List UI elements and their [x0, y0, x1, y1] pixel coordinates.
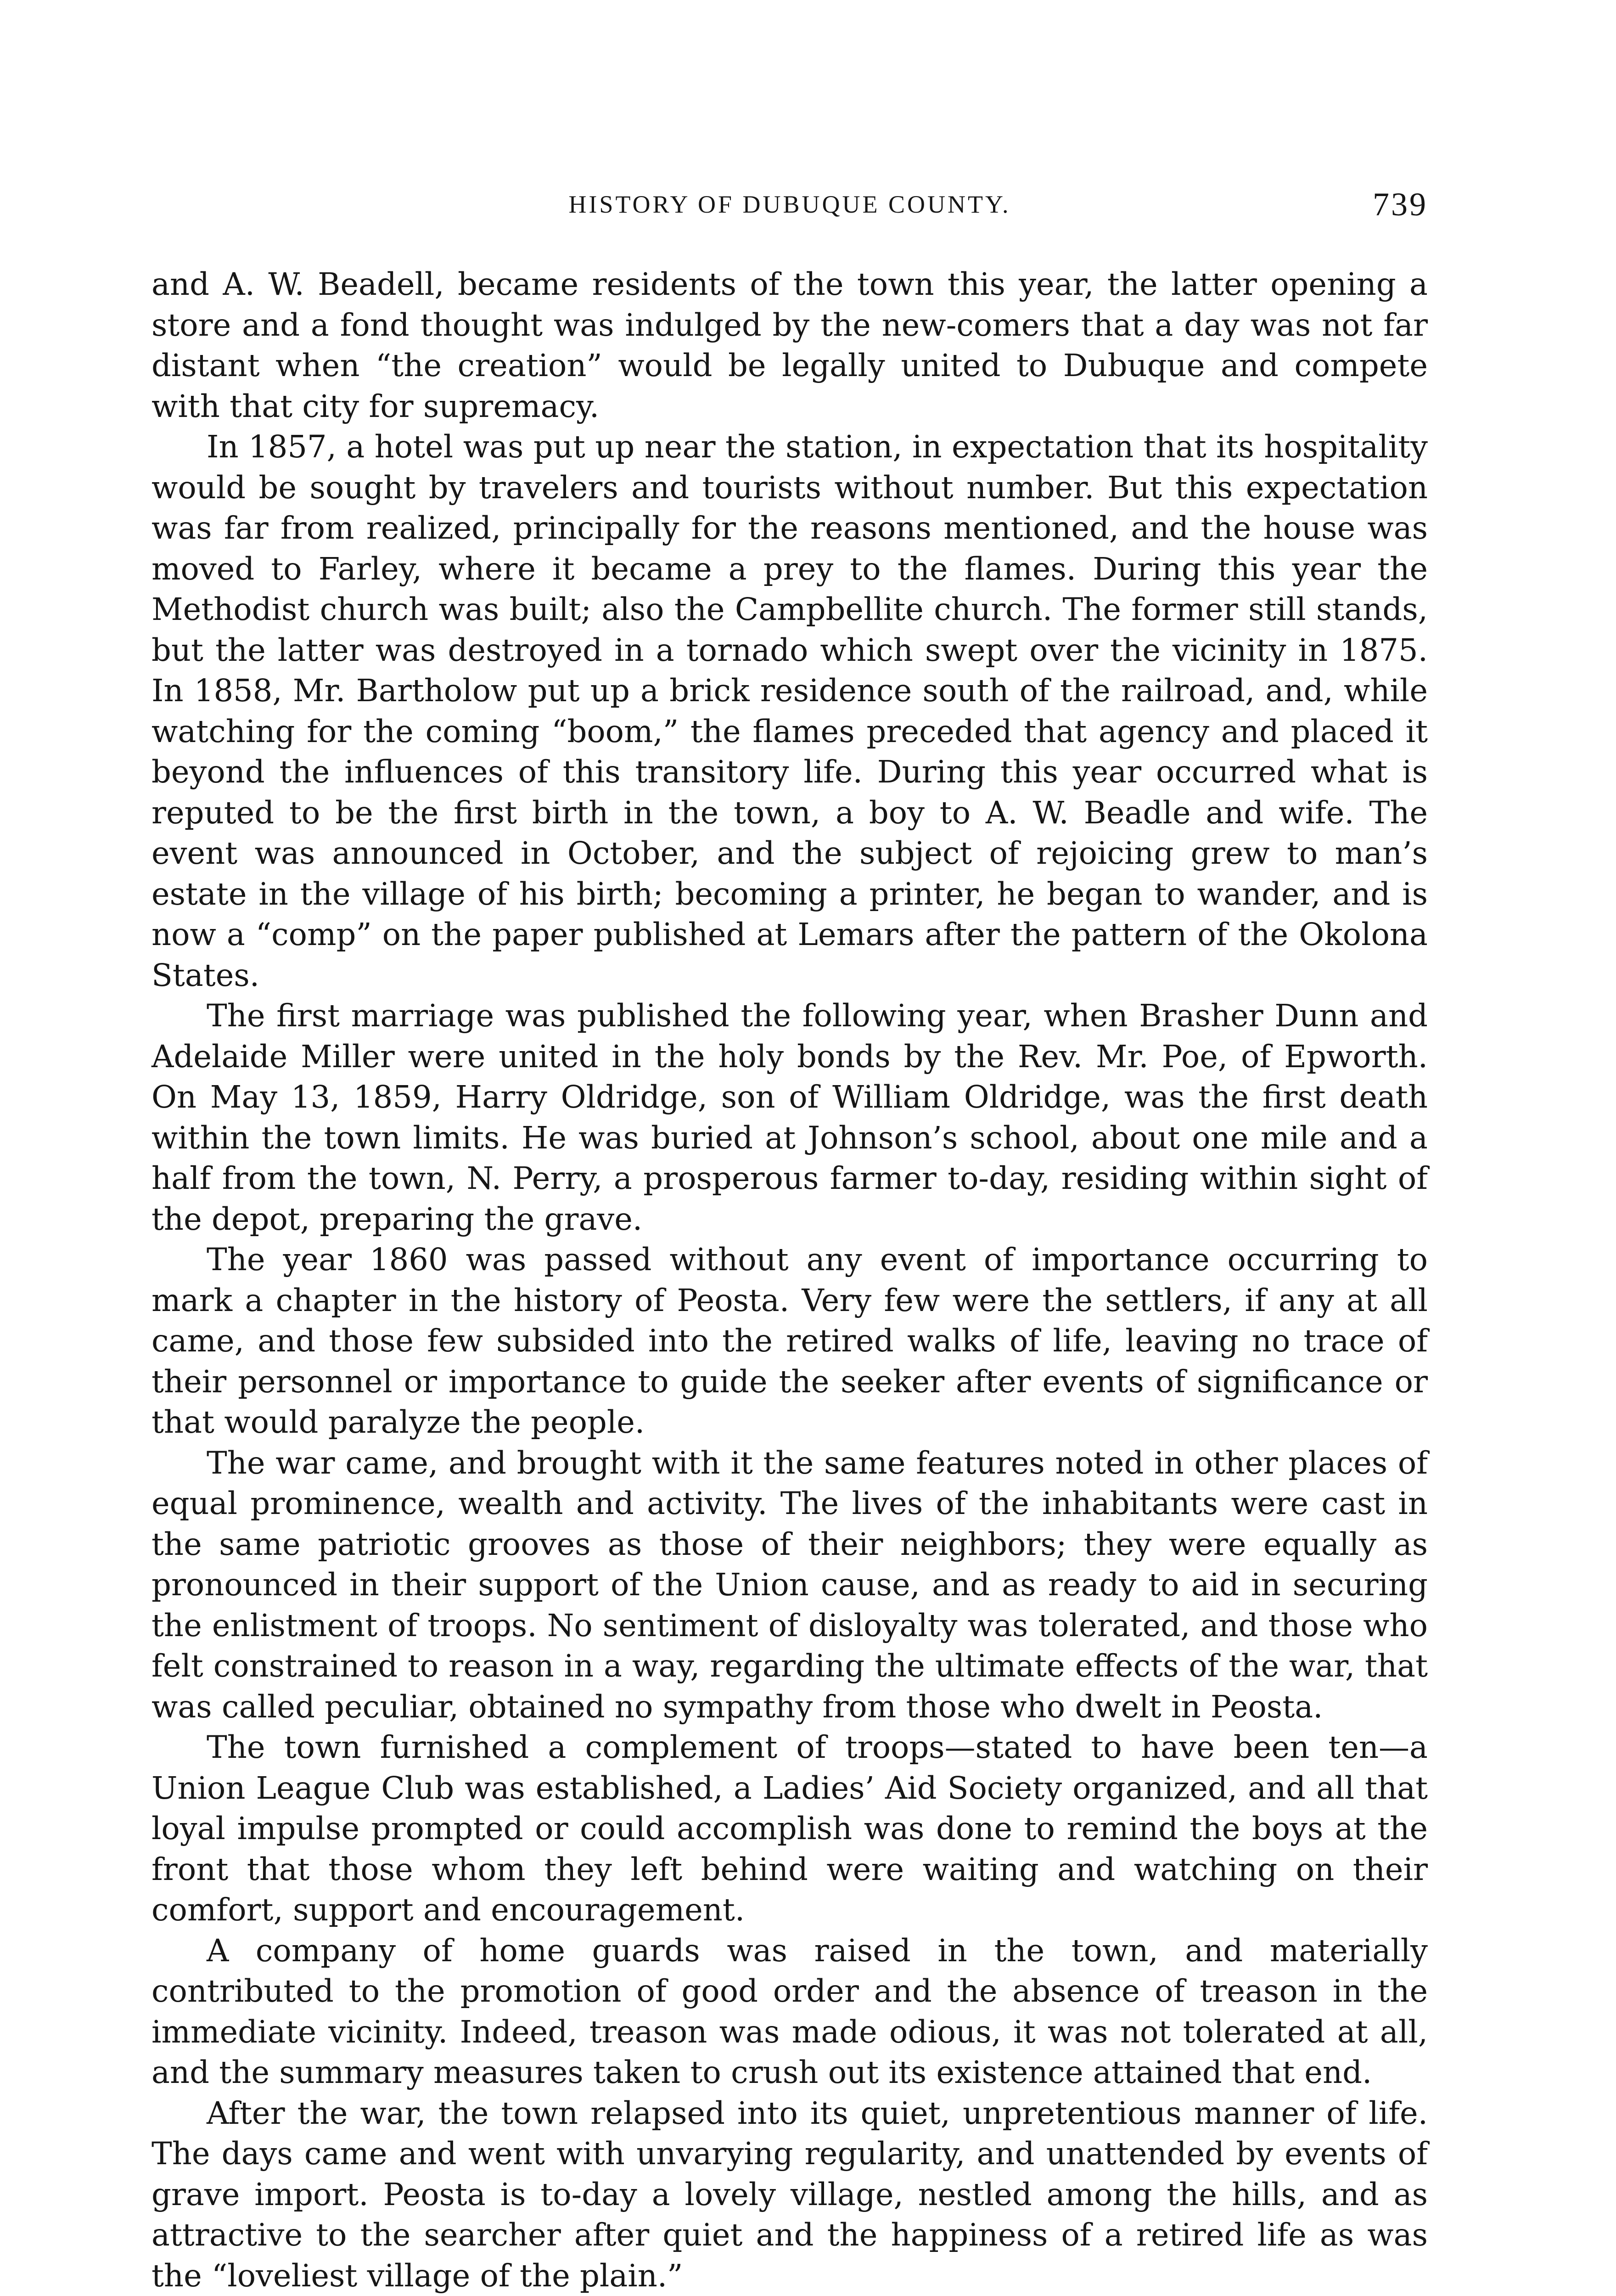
paragraph-troops: The town furnished a complement of troops—stated to have been ten—a Union League Club was established, a Ladies’ Aid Society organized, and all that loyal impulse prompted or could accomplish was done to remind the boys at the front that those whom they left behind were waiting and watching on their comfort, support and encouragement. — [152, 1729, 1428, 1928]
page-number: 739 — [1373, 186, 1428, 223]
text-body — [152, 264, 1428, 2296]
paragraph-after-war: After the war, the town relapsed into its quiet, unpretentious manner of life. The days came and went with unvarying regularity, and unattended by events of grave import. Peosta is to-day a lovely village, nestled among the hills, and as attractive to the searcher after quiet and the happiness of a retired life as was the “loveliest village of the plain.” — [152, 2095, 1428, 2294]
paragraph-continuation: and A. W. Beadell, became residents of the town this year, the latter opening a store and a fond thought was indulged by the new-comers that a day was not far distant when “the creation” would be legally united to Dubuque and compete with that city for supremacy. — [152, 266, 1428, 424]
paragraph-home-guards: A company of home guards was raised in the town, and materially contributed to the promotion of good order and the absence of treason in the immediate vicinity. Indeed, treason was made odious, it was not tolerated at all, and the summary measures taken to crush out its existence attained that end. — [152, 1932, 1428, 2090]
paragraph-first-marriage: The first marriage was published the following year, when Brasher Dunn and Adelaide Miller were united in the holy bonds by the Rev. Mr. Poe, of Epworth. On May 13, 1859, Harry Oldridge, son of William Oldridge, was the first death within the town limits. He was buried at Johnson’s school, about one mile and a half from the town, N. Perry, a prosperous farmer to-day, residing within sight of the depot, preparing the grave. — [152, 998, 1428, 1237]
paragraph-hotel-1857: In 1857, a hotel was put up near the station, in expectation that its hospitality would be sought by travelers and tourists without number. But this expectation was far from realized, principally for the reasons mentioned, and the house was moved to Farley, where it became a prey to the flames. During this year the Methodist church was built; also the Campbellite church. The former still stands, but the latter was destroyed in a tornado which swept over the vicinity in 1875. In 1858, Mr. Bartholow put up a brick residence south of the railroad, and, while watching for the coming “boom,” the flames preceded that agency and placed it beyond the influences of this transitory life. During this year occurred what is reputed to be the first birth in the town, a boy to A. W. Beadle and wife. The event was announced in October, and the subject of rejoicing grew to man’s estate in the village of his birth; becoming a printer, he began to wander, and is now a “comp” on the paper published at Lemars after the pattern of the Okolona States. — [152, 429, 1428, 993]
paragraph-year-1860: The year 1860 was passed without any event of importance occurring to mark a chapter in the history of Peosta. Very few were the settlers, if any at all came, and those few subsided into the retired walks of life, leaving no trace of their personnel or importance to guide the seeker after events of significance or that would paralyze the people. — [152, 1242, 1428, 1440]
running-title: HISTORY OF DUBUQUE COUNTY. — [568, 191, 1011, 218]
paragraph-war: The war came, and brought with it the same features noted in other places of equal prominence, wealth and activity. The lives of the inhabitants were cast in the same patriotic grooves as those of their neighbors; they were equally as pronounced in their support of the Union cause, and as ready to aid in securing the enlistment of troops. No sentiment of disloyalty was tolerated, and those who felt constrained to reason in a way, regarding the ultimate effects of the war, that was called peculiar, obtained no sympathy from those who dwelt in Peosta. — [152, 1445, 1428, 1725]
running-head — [152, 184, 1428, 225]
